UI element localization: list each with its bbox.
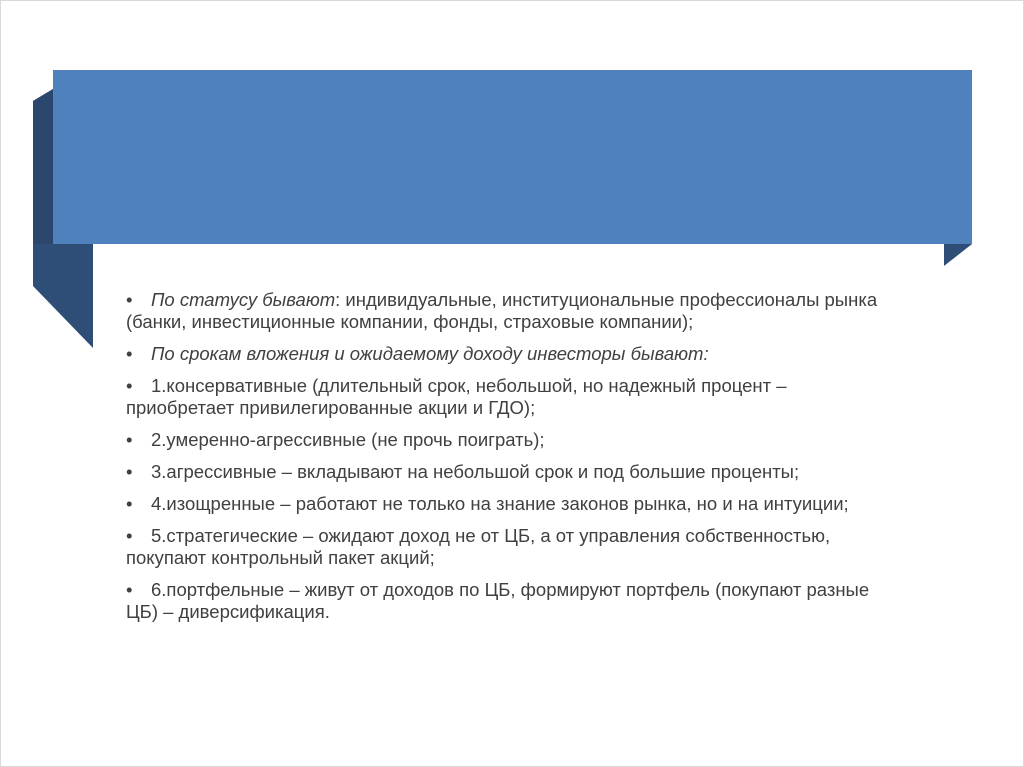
bullet-marker: •	[126, 343, 133, 364]
bullet-text: 5.стратегические – ожидают доход не от ЦБ, а от управления собственностью, покупают контрольный пакет акций;	[126, 525, 831, 568]
bullet-item	[126, 493, 896, 515]
bullet-item	[126, 461, 896, 483]
ribbon-left-fold-shade	[33, 89, 53, 244]
bullet-marker: •	[126, 525, 133, 546]
bullet-marker: •	[126, 429, 133, 450]
bullet-text: 6.портфельные – живут от доходов по ЦБ, формируют портфель (покупают разные ЦБ) – диверсификация.	[126, 579, 870, 622]
bullet-text: 1.консервативные (длительный срок, небольшой, но надежный процент – приобретает привилегированные акции и ГДО);	[126, 375, 787, 418]
bullet-item	[126, 289, 896, 333]
bullet-list	[126, 289, 896, 633]
bullet-item	[126, 375, 896, 419]
bullet-item	[126, 525, 896, 569]
bullet-italic-text: По срокам вложения и ожидаемому доходу инвесторы бывают:	[151, 343, 709, 364]
bullet-marker: •	[126, 493, 133, 514]
bullet-marker: •	[126, 289, 133, 310]
bullet-marker: •	[126, 375, 133, 396]
bullet-marker: •	[126, 461, 133, 482]
bullet-item	[126, 579, 896, 623]
bullet-text: : индивидуальные, институциональные профессионалы рынка (банки, инвестиционные компании, фонды, страховые компании);	[126, 289, 878, 332]
bullet-item	[126, 429, 896, 451]
bullet-marker: •	[126, 579, 133, 600]
ribbon-right-fold	[944, 244, 972, 266]
bullet-text: 2.умеренно-агрессивные (не прочь поиграть);	[151, 429, 545, 450]
ribbon-main	[53, 70, 972, 244]
bullet-text: 3.агрессивные – вкладывают на небольшой срок и под большие проценты;	[151, 461, 800, 482]
bullet-text: 4.изощренные – работают не только на знание законов рынка, но и на интуиции;	[151, 493, 849, 514]
bullet-item	[126, 343, 896, 365]
bullet-italic-text: По статусу бывают	[151, 289, 336, 310]
